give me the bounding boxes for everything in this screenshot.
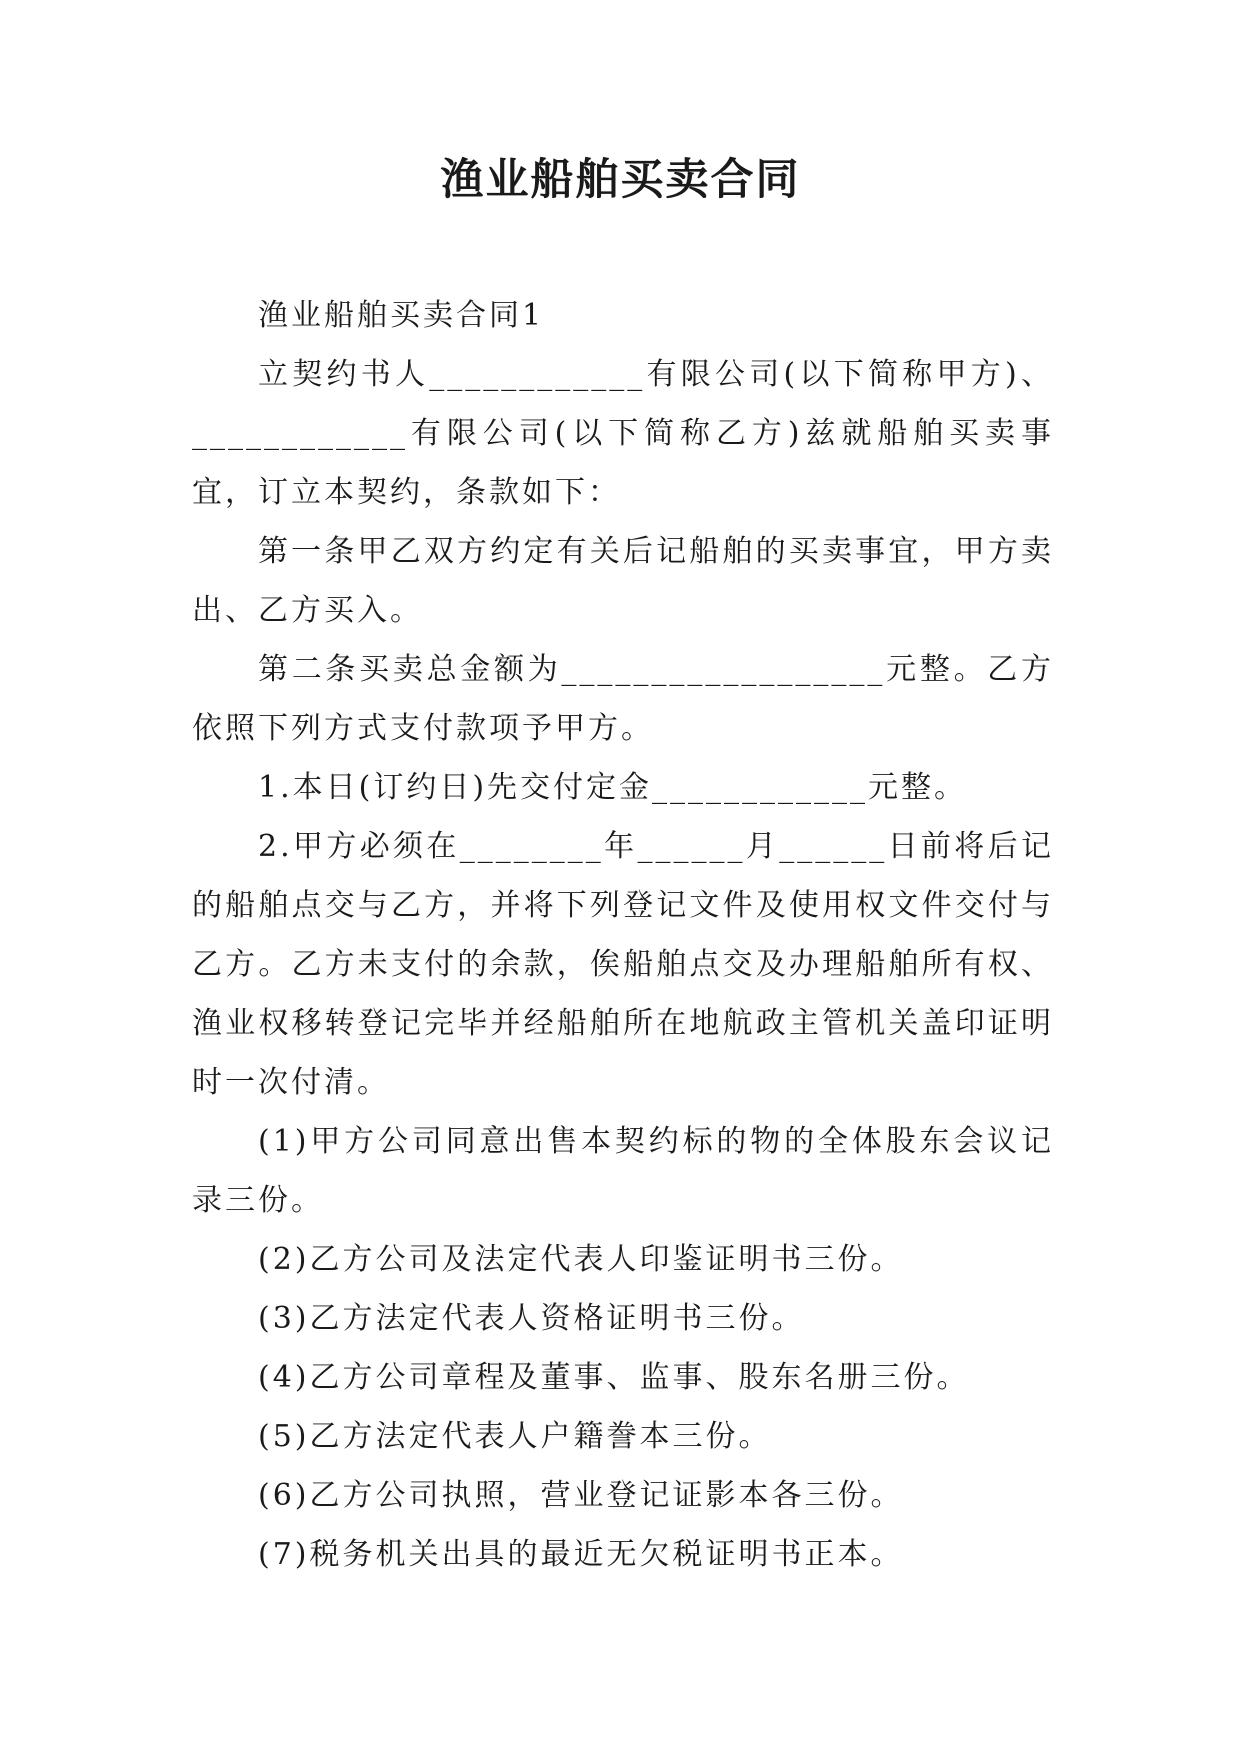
paragraph-doc-4: (4)乙方公司章程及董事、监事、股东名册三份。 <box>258 1360 970 1395</box>
paragraph-heading: 渔业船舶买卖合同1 <box>258 298 545 333</box>
document-title: 渔业船舶买卖合同 <box>440 155 801 205</box>
paragraph-doc-7: (7)税务机关出具的最近无欠税证明书正本。 <box>258 1537 904 1572</box>
document-body <box>192 286 1054 1584</box>
paragraph-item-2: 2.甲方必须在________年______月______日前将后记的船舶点交与乙方，并将下列登记文件及使用权文件交付与乙方。乙方未支付的余款，俟船舶点交及办理船舶所有权、渔业权移转登记完毕并经船舶所在地航政主管机关盖印证明时一次付清。 <box>192 829 1054 1100</box>
paragraph-doc-6: (6)乙方公司执照，营业登记证影本各三份。 <box>258 1478 904 1513</box>
paragraph-article-1: 第一条甲乙双方约定有关后记船舶的买卖事宜，甲方卖出、乙方买入。 <box>192 534 1054 628</box>
paragraph-doc-3: (3)乙方法定代表人资格证明书三份。 <box>258 1301 805 1336</box>
paragraph-doc-5: (5)乙方法定代表人户籍誊本三份。 <box>258 1419 772 1454</box>
paragraph-article-2: 第二条买卖总金额为__________________元整。乙方依照下列方式支付款项予甲方。 <box>192 652 1054 746</box>
paragraph-doc-1: (1)甲方公司同意出售本契约标的物的全体股东会议记录三份。 <box>192 1124 1054 1218</box>
paragraph-doc-2: (2)乙方公司及法定代表人印鉴证明书三份。 <box>258 1242 904 1277</box>
paragraph-item-1: 1.本日(订约日)先交付定金____________元整。 <box>258 770 968 805</box>
paragraph-parties: 立契约书人____________有限公司(以下简称甲方)、____________有限公司(以下简称乙方)兹就船舶买卖事宜，订立本契约，条款如下： <box>192 357 1054 510</box>
